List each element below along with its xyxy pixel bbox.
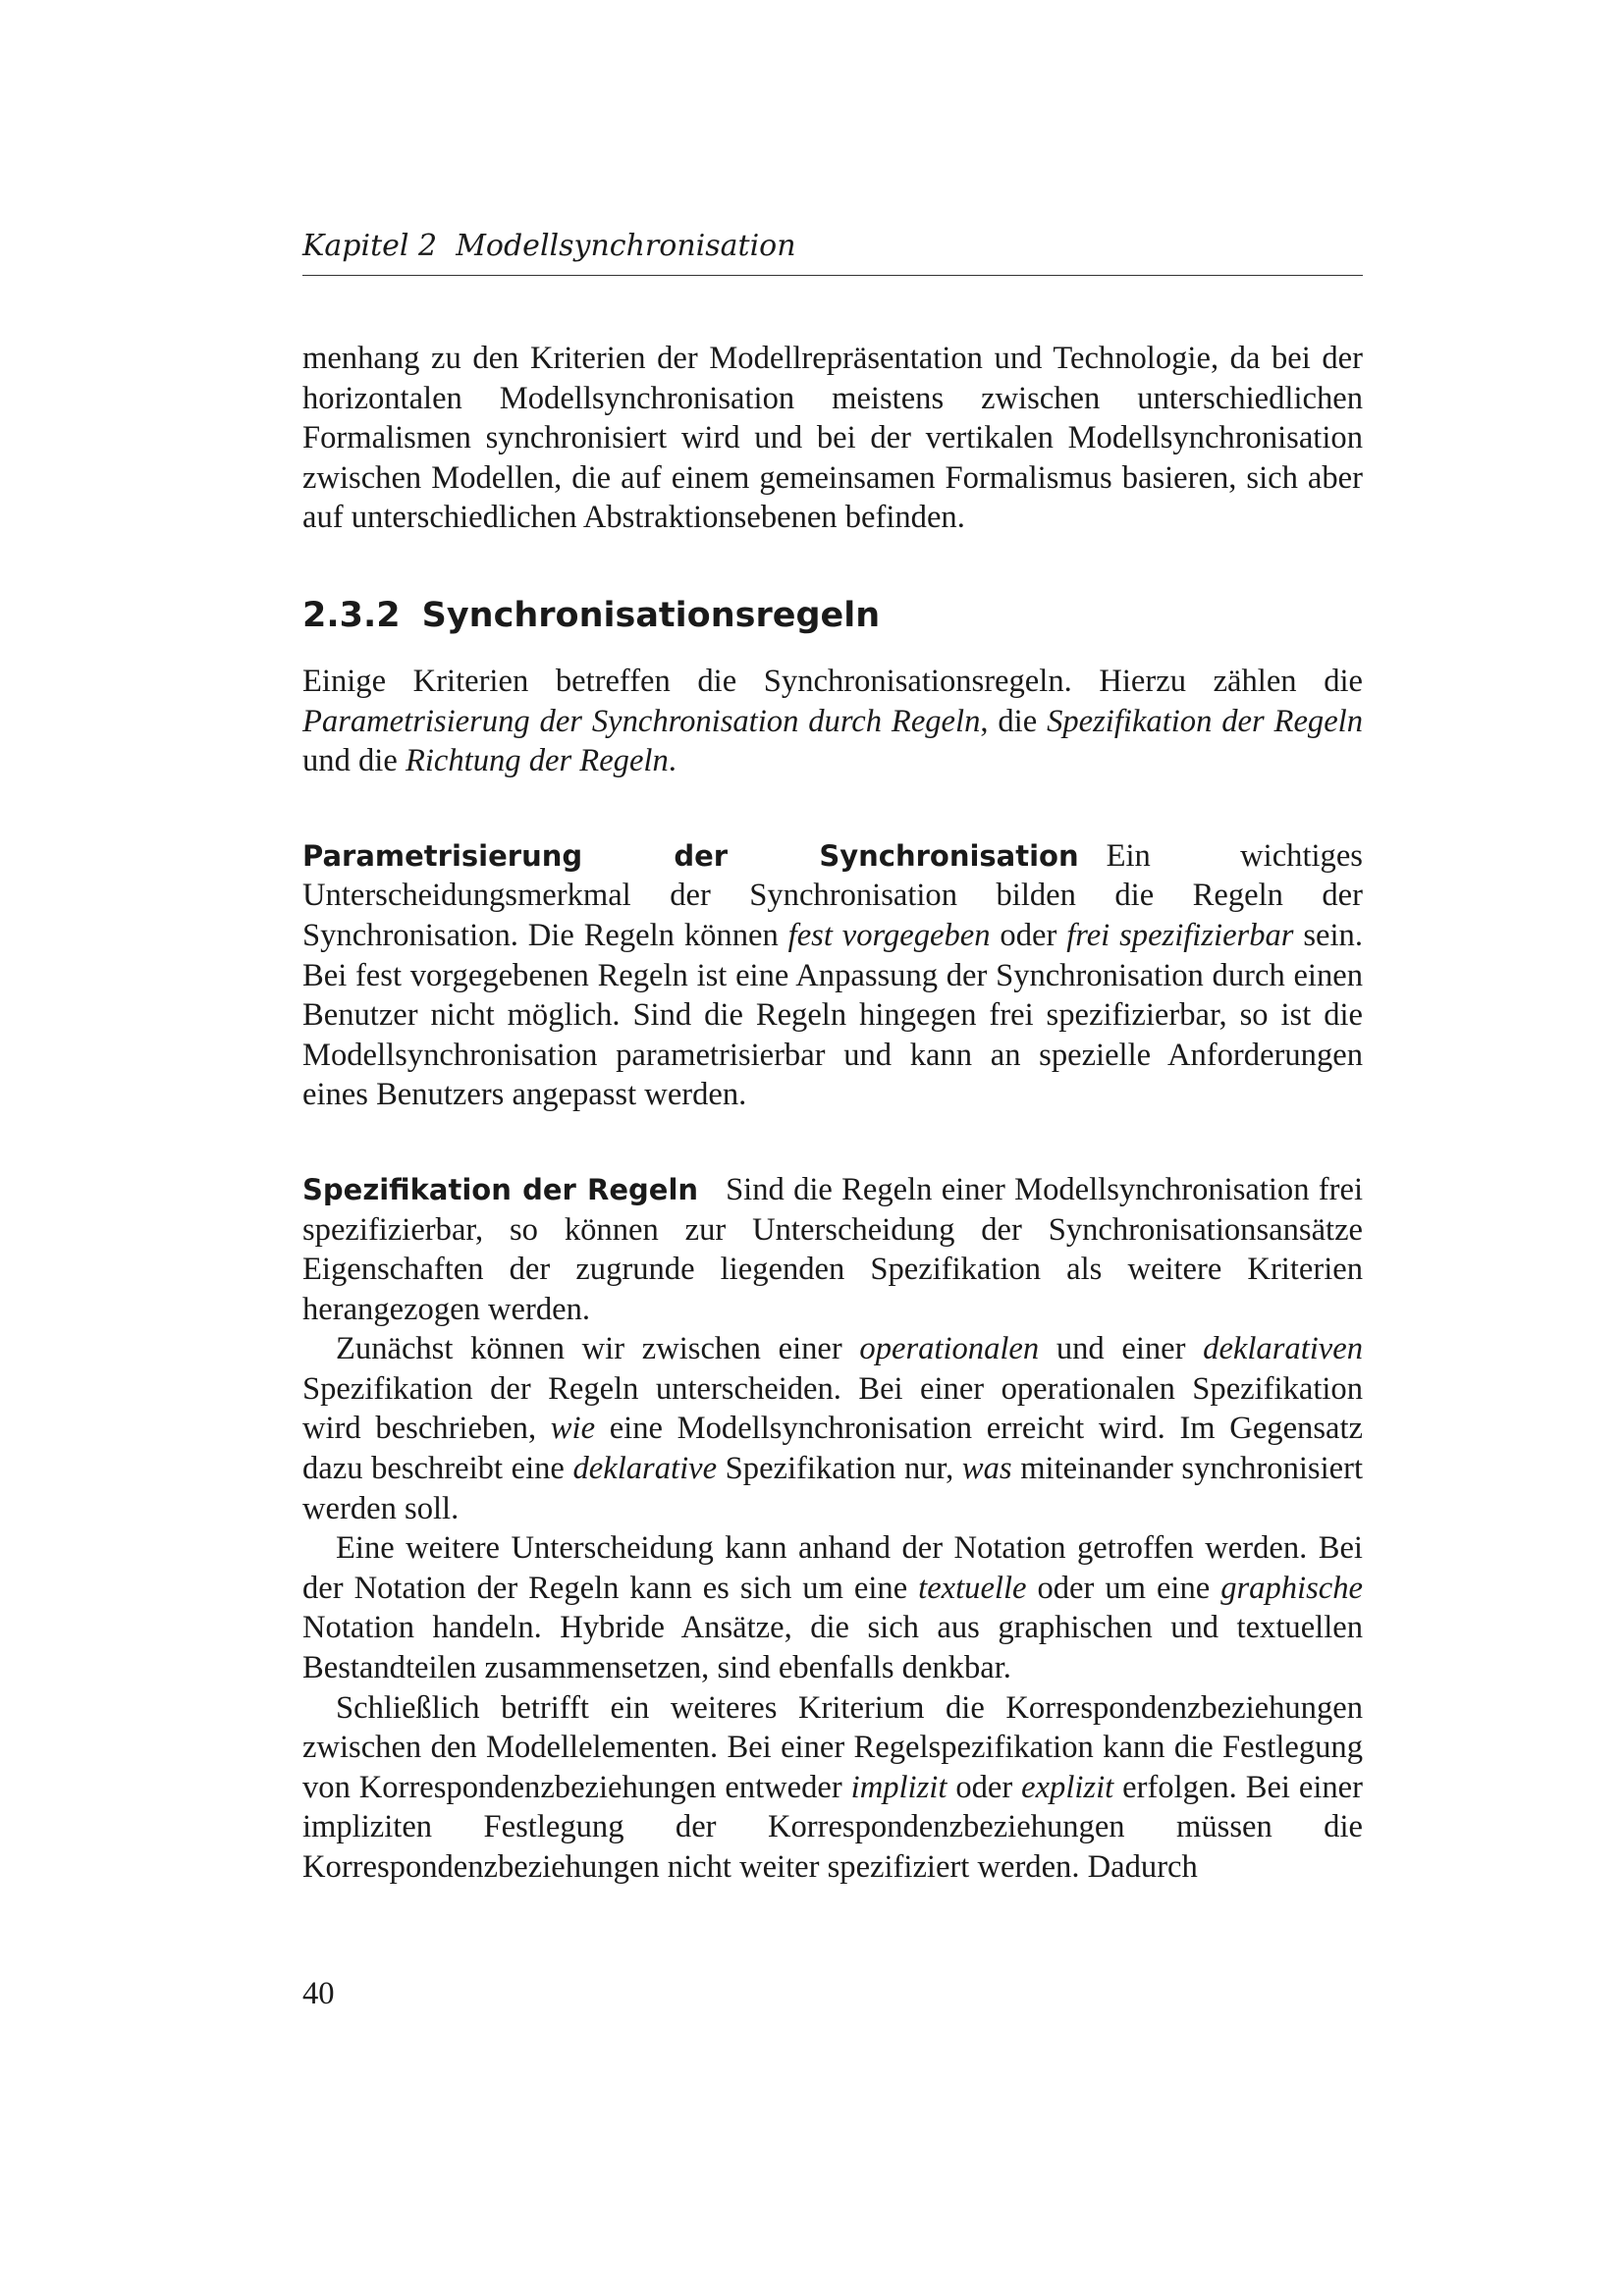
text-run: eine Modellsynchronisation erreicht wird. Im Gegensatz dazu beschreibt eine <box>302 1411 1363 1487</box>
text-run: . <box>668 743 677 779</box>
text-run: Einige Kriterien betreffen die Synchronisationsregeln. Hierzu zählen die <box>302 663 1363 699</box>
text-run: sein. Bei fest vorgegebenen Regeln ist eine Anpassung der Synchronisation durch einen Benutzer nicht möglich. Sind die Regeln hingegen frei spezifizierbar, so ist die Modellsynchronisation parametrisierbar und kann an spezielle Anforderungen eines Benutzers angepasst werden. <box>302 917 1363 1113</box>
emphasis: deklarative <box>572 1451 718 1487</box>
paragraph-title-spec: Spezifikation der Regeln <box>302 1172 699 1206</box>
spec-paragraph <box>302 1170 1363 1329</box>
section-title: Synchronisationsregeln <box>421 595 881 635</box>
emphasis: wie <box>550 1411 596 1447</box>
emphasis: fest vorgegeben <box>787 917 991 953</box>
text-run: Ein wichtiges Unterscheidungsmerkmal der Synchronisation bilden die Regeln der Synchronisation. Die Regeln können <box>302 837 1363 953</box>
text-run: Sind die Regeln einer Modellsynchronisation frei spezifizierbar, so können zur Unterscheidung der Synchronisationsansätze Eigenschaften der zugrunde liegenden Spezifikation als weitere Kriterien herangezogen werden. <box>302 1171 1363 1327</box>
text-run: Spezifikation nur, <box>717 1451 962 1487</box>
emphasis: textuelle <box>918 1570 1027 1606</box>
emphasis: graphische <box>1220 1570 1363 1606</box>
paragraph-title-param: Parametrisierung der Synchronisation <box>302 838 1079 873</box>
emphasis: operationalen <box>859 1331 1040 1367</box>
emphasis: Parametrisierung der Synchronisation durch Regeln <box>302 703 981 739</box>
emphasis: deklarativen <box>1203 1331 1363 1367</box>
text-run: oder <box>990 917 1067 953</box>
section-number: 2.3.2 <box>302 595 401 635</box>
intro-paragraph: menhang zu den Kriterien der Modellrepräsentation und Technologie, da bei der horizontalen Modellsynchronisation meistens zwischen unterschiedlichen Formalismen synchronisiert wird und bei der vertikalen Modellsynchronisation zwischen Modellen, die auf einem gemeinsamen Formalismus basieren, sich aber auf unterschiedlichen Abstraktionsebenen befinden. <box>302 341 1363 536</box>
text-run: miteinander synchronisiert werden soll. <box>302 1451 1363 1526</box>
emphasis: was <box>961 1451 1012 1487</box>
text-run: Eine weitere Unterscheidung kann anhand der Notation getroffen werden. Bei der Notation der Regeln kann es sich um eine <box>302 1530 1363 1606</box>
text-run: Notation handeln. Hybride Ansätze, die sich aus graphischen und textuellen Bestandteilen zusammensetzen, sind ebenfalls denkbar. <box>302 1610 1363 1686</box>
text-run: und einer <box>1039 1331 1204 1367</box>
spec-paragraph-4 <box>302 1688 1363 1888</box>
param-paragraph <box>302 836 1363 1115</box>
text-run: , die <box>980 703 1048 739</box>
emphasis: Richtung der Regeln <box>405 743 669 779</box>
header-rule <box>302 275 1363 276</box>
emphasis: Spezifikation der Regeln <box>1047 703 1364 739</box>
body-text <box>302 339 1363 1888</box>
text-run: Zunächst können wir zwischen einer <box>336 1331 860 1367</box>
running-header <box>302 229 1363 263</box>
spec-paragraph-3 <box>302 1528 1363 1687</box>
text-run: Schließlich betrifft ein weiteres Kriterium die Korrespondenzbeziehungen zwischen den Modellelementen. Bei einer Regelspezifikation kann die Festlegung von Korrespondenzbeziehungen entweder <box>302 1689 1363 1805</box>
chapter-title: Modellsynchronisation <box>456 229 796 263</box>
text-run: Spezifikation der Regeln unterscheiden. Bei einer operationalen Spezifikation wird beschrieben, <box>302 1370 1363 1447</box>
emphasis: implizit <box>850 1769 947 1805</box>
section-heading <box>302 594 1363 637</box>
chapter-label: Kapitel 2 <box>302 229 438 263</box>
spec-paragraph-2 <box>302 1329 1363 1528</box>
page-number: 40 <box>302 1976 335 2011</box>
text-run: oder um eine <box>1026 1570 1221 1606</box>
emphasis: frei spezifizierbar <box>1066 917 1294 953</box>
emphasis: explizit <box>1021 1769 1114 1805</box>
text-run: und die <box>302 743 406 779</box>
section-lead-paragraph <box>302 662 1363 781</box>
text-run: oder <box>947 1769 1022 1805</box>
text-run: erfolgen. Bei einer impliziten Festlegung der Korrespondenzbeziehungen müssen die Korrespondenzbeziehungen nicht weiter spezifiziert werden. Dadurch <box>302 1769 1363 1885</box>
